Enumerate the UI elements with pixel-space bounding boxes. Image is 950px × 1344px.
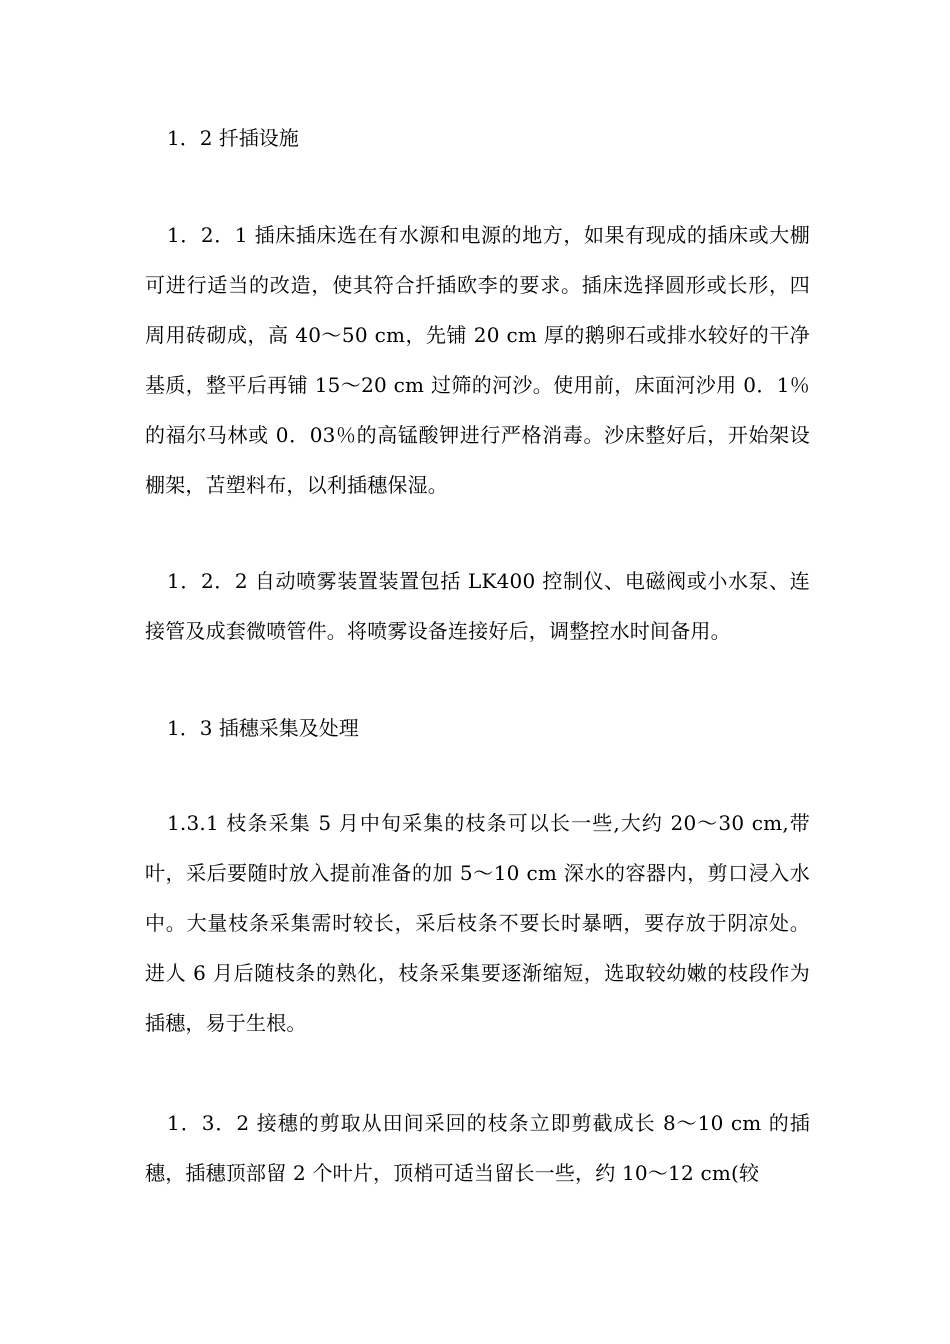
- section-heading-1-3: 1．3 插穗采集及处理: [167, 716, 359, 740]
- paragraph-1-2-2: 1．2．2 自动喷雾装置装置包括 LK400 控制仪、电磁阀或小水泵、连接管及成套微喷管件。将喷雾设备连接好后，调整控水时间备用。: [145, 569, 810, 643]
- paragraph-1-2-1: 1．2．1 插床插床选在有水源和电源的地方，如果有现成的插床或大棚可进行适当的改造，使其符合扦插欧李的要求。插床选择圆形或长形，四周用砖砌成，高 40～50 cm，先铺 20 cm 厚的鹅卵石或排水较好的干净基质，整平后再铺 15～20 cm 过筛的河沙。使用前，床面河沙用 0．1％的福尔马林或 0．03％的高锰酸钾进行严格消毒。沙床整好后，开始架设棚架，苫塑料布，以利插穗保湿。: [145, 223, 810, 497]
- document-body: [145, 116, 810, 1198]
- section-heading-1-2: 1．2 扦插设施: [167, 126, 299, 150]
- paragraph-1-3-2: 1．3．2 接穗的剪取从田间采回的枝条立即剪截成长 8～10 cm 的插穗，插穗顶部留 2 个叶片，顶梢可适当留长一些，约 10～12 cm(较: [145, 1111, 810, 1185]
- paragraph-1-3-1: 1.3.1 枝条采集 5 月中旬采集的枝条可以长一些,大约 20～30 cm,带叶，采后要随时放入提前准备的加 5～10 cm 深水的容器内，剪口浸入水中。大量枝条采集需时较长，采后枝条不要长时暴晒，要存放于阴凉处。进人 6 月后随枝条的熟化，枝条采集要逐渐缩短，选取较幼嫩的枝段作为插穗，易于生根。: [145, 811, 810, 1035]
